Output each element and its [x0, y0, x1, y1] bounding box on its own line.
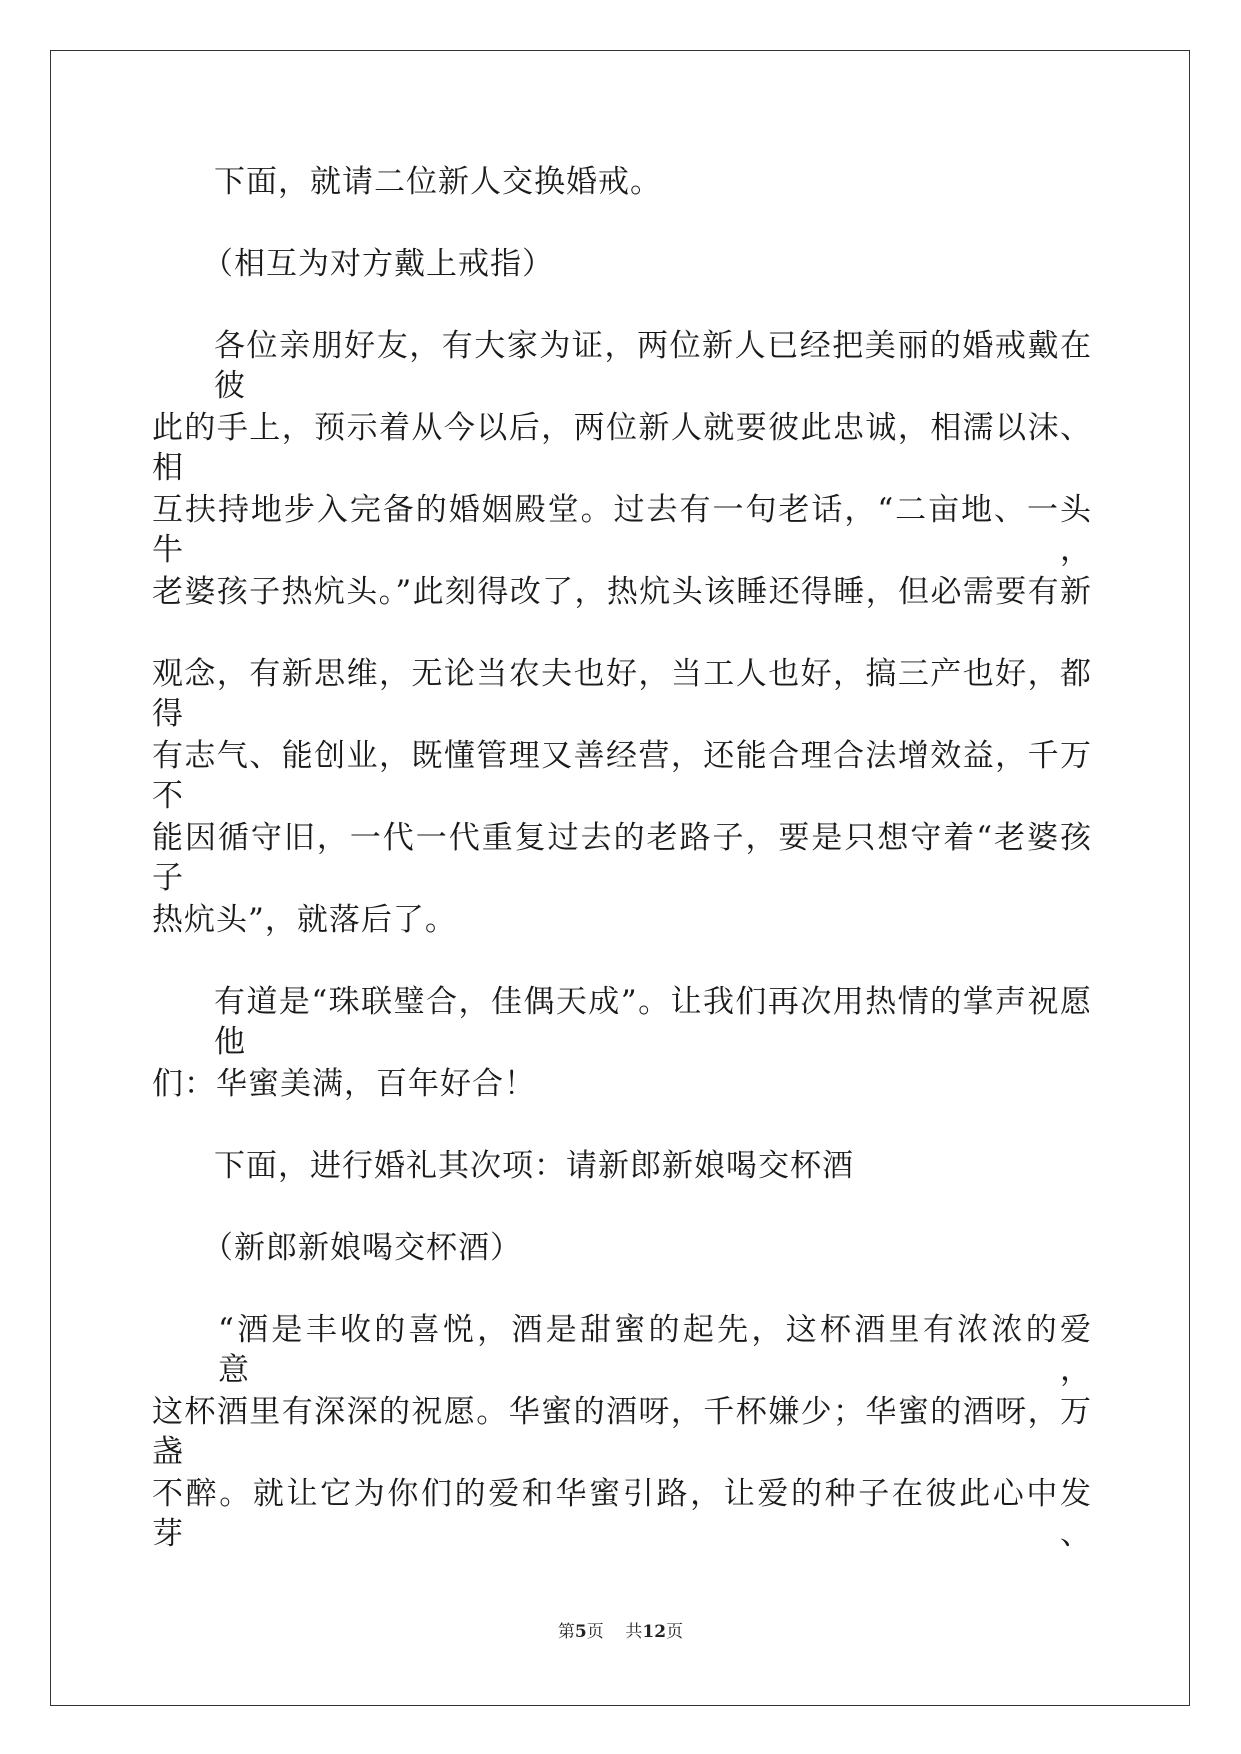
document-body	[152, 162, 1092, 1556]
paragraph-line: 能因循守旧，一代一代重复过去的老路子，要是只想守着“老婆孩子	[152, 820, 1092, 896]
paragraph-line: 有志气、能创业，既懂管理又善经营，还能合理合法增效益，千万不	[152, 738, 1092, 814]
footer-total-prefix: 共	[625, 1622, 643, 1642]
paragraph-line: 不醉。就让它为你们的爱和华蜜引路，让爱的种子在彼此心中发芽、	[152, 1476, 1092, 1552]
paragraph-line: （相互为对方戴上戒指）	[202, 246, 554, 282]
footer-total-pages: 12	[642, 1622, 667, 1642]
paragraph-line: 此的手上，预示着从今以后，两位新人就要彼此忠诚，相濡以沫、相	[152, 410, 1092, 486]
paragraph-line: 这杯酒里有深深的祝愿。华蜜的酒呀，千杯嫌少；华蜜的酒呀，万盏	[152, 1394, 1092, 1470]
paragraph-line: 有道是“珠联璧合，佳偶天成”。让我们再次用热情的掌声祝愿他	[214, 984, 1092, 1060]
paragraph-line: 下面，就请二位新人交换婚戒。	[214, 164, 662, 200]
paragraph-line: 下面，进行婚礼其次项：请新郎新娘喝交杯酒	[214, 1148, 854, 1184]
footer-page-suffix: 页	[586, 1622, 604, 1642]
paragraph-line: “酒是丰收的喜悦，酒是甜蜜的起先，这杯酒里有浓浓的爱意，	[218, 1312, 1092, 1388]
footer-total-suffix: 页	[666, 1622, 684, 1642]
paragraph-line: 观念，有新思维，无论当农夫也好，当工人也好，搞三产也好，都得	[152, 656, 1092, 732]
paragraph-line: 互扶持地步入完备的婚姻殿堂。过去有一句老话，“二亩地、一头牛，	[152, 492, 1092, 568]
page-number-footer	[0, 1617, 1241, 1642]
paragraph-line: 们：华蜜美满，百年好合！	[152, 1066, 536, 1102]
paragraph-line: （新郎新娘喝交杯酒）	[202, 1230, 522, 1266]
footer-page-number: 5	[574, 1622, 587, 1642]
footer-prefix: 第	[557, 1622, 575, 1642]
paragraph-line: 老婆孩子热炕头。”此刻得改了，热炕头该睡还得睡，但必需要有新	[152, 574, 1092, 610]
paragraph-line: 热炕头”，就落后了。	[152, 902, 457, 938]
paragraph-line: 各位亲朋好友，有大家为证，两位新人已经把美丽的婚戒戴在彼	[214, 328, 1092, 404]
